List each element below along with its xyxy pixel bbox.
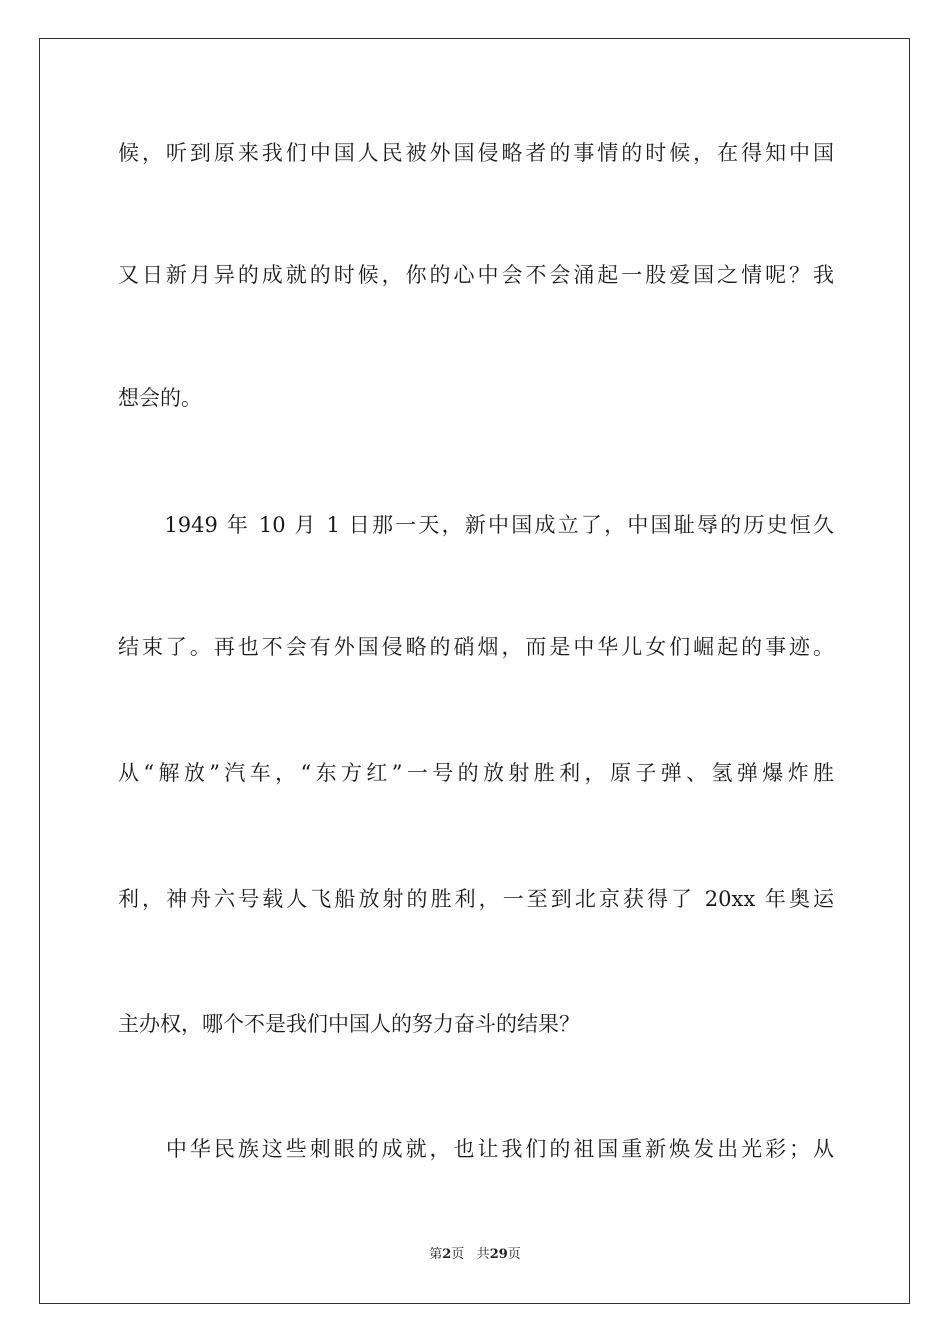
text-line-3: 想会的。 (118, 386, 202, 410)
total-suffix: 页 (507, 1247, 521, 1262)
text-line-1: 候，听到原来我们中国人民被外国侵略者的事情的时候，在得知中国 (118, 141, 834, 165)
text-line-8: 主办权，哪个不是我们中国人的努力奋斗的结果？ (118, 1012, 580, 1036)
total-prefix: 共 (476, 1247, 490, 1262)
page-prefix: 第 (429, 1247, 443, 1262)
current-page-number: 2 (442, 1247, 452, 1262)
text-line-5: 结束了。再也不会有外国侵略的硝烟，而是中华儿女们崛起的事迹。 (118, 635, 834, 659)
text-line-9: 中华民族这些刺眼的成就，也让我们的祖国重新焕发出光彩；从 (118, 1137, 834, 1161)
total-page-number: 29 (489, 1247, 508, 1262)
text-line-4: 1949 年 10 月 1 日那一天，新中国成立了，中国耻辱的历史恒久 (118, 513, 834, 537)
page-footer (0, 1246, 950, 1264)
text-line-6: 从“解放”汽车，“东方红”一号的放射胜利，原子弹、氢弹爆炸胜 (118, 761, 834, 785)
text-line-7: 利，神舟六号载人飞船放射的胜利，一至到北京获得了 20xx 年奥运 (118, 887, 834, 911)
page-suffix: 页 (451, 1247, 465, 1262)
page-border (39, 38, 910, 1304)
text-line-2: 又日新月异的成就的时候，你的心中会不会涌起一股爱国之情呢？我 (118, 263, 834, 287)
